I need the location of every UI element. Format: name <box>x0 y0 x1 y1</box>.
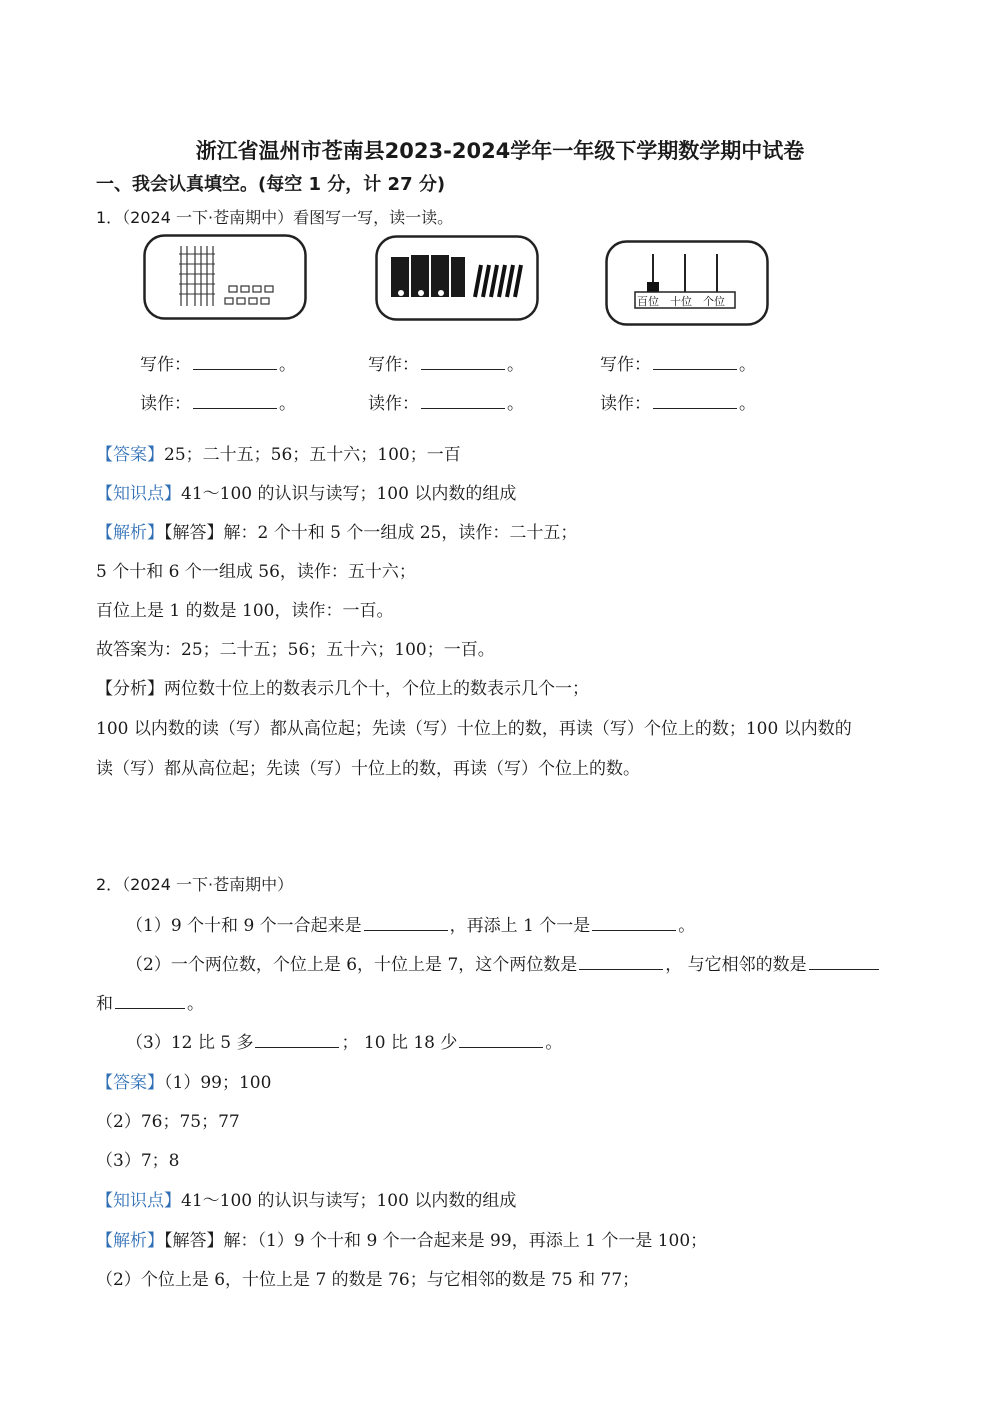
q2-part-2-cont: 和 。 <box>96 994 204 1014</box>
abacus-label-hundreds: 百位 <box>637 295 659 308</box>
q2-part-3: （3）12 比 5 多 ； 10 比 18 少 。 <box>126 1033 563 1053</box>
q1-analysis-7: 读（写）都从高位起；先读（写）十位上的数，再读（写）个位上的数。 <box>96 759 640 779</box>
q1-analysis-1: 【解析】【解答】解：2 个十和 5 个一组成 25，读作：二十五； <box>96 523 578 543</box>
q1-read-3: 读作： 。 <box>600 394 756 414</box>
q2-knowledge: 【知识点】41～100 的认识与读写；100 以内数的组成 <box>96 1191 517 1211</box>
q1-figure-cubes <box>375 235 539 321</box>
q1-write-3: 写作： 。 <box>600 355 756 375</box>
q2-answer-3: （3）7；8 <box>96 1151 180 1171</box>
q1-figure-sticks <box>143 234 307 320</box>
abacus-label-ones: 个位 <box>703 295 725 308</box>
q2-answer-2: （2）76；75；77 <box>96 1112 240 1132</box>
q1-stem: 1．（2024 一下·苍南期中）看图写一写，读一读。 <box>96 208 454 227</box>
q2-answer-1: 【答案】（1）99；100 <box>96 1073 272 1093</box>
q2-analysis-2: （2）个位上是 6，十位上是 7 的数是 76；与它相邻的数是 75 和 77； <box>96 1270 640 1290</box>
q1-write-2: 写作： 。 <box>368 355 524 375</box>
q2-part-1: （1）9 个十和 9 个一合起来是 ，再添上 1 个一是 。 <box>126 916 696 936</box>
q1-analysis-3: 百位上是 1 的数是 100，读作：一百。 <box>96 601 394 621</box>
q1-analysis-4: 故答案为：25；二十五；56；五十六；100；一百。 <box>96 640 495 660</box>
q1-analysis-2: 5 个十和 6 个一组成 56，读作：五十六； <box>96 562 416 582</box>
q2-stem: 2．（2024 一下·苍南期中） <box>96 875 294 894</box>
q1-analysis-5: 【分析】两位数十位上的数表示几个十，个位上的数表示几个一； <box>96 679 589 699</box>
q2-part-2: （2）一个两位数，个位上是 6，十位上是 7，这个两位数是 ， 与它相邻的数是 <box>126 950 881 975</box>
page-title: 浙江省温州市苍南县2023-2024学年一年级下学期数学期中试卷 <box>195 139 805 163</box>
q1-figure-abacus <box>605 240 769 326</box>
abacus-label-tens: 十位 <box>670 295 692 308</box>
q1-read-1: 读作： 。 <box>140 394 296 414</box>
section-heading: 一、我会认真填空。(每空 1 分，计 27 分) <box>96 174 446 195</box>
q1-answer: 【答案】25；二十五；56；五十六；100；一百 <box>96 445 461 465</box>
q1-write-1: 写作： 。 <box>140 355 296 375</box>
q2-analysis-1: 【解析】【解答】解：（1）9 个十和 9 个一合起来是 99，再添上 1 个一是 100； <box>96 1231 708 1251</box>
q1-analysis-6: 100 以内数的读（写）都从高位起；先读（写）十位上的数，再读（写）个位上的数；100 以内数的 <box>96 719 852 739</box>
q1-read-2: 读作： 。 <box>368 394 524 414</box>
q1-knowledge: 【知识点】41～100 的认识与读写；100 以内数的组成 <box>96 484 517 504</box>
